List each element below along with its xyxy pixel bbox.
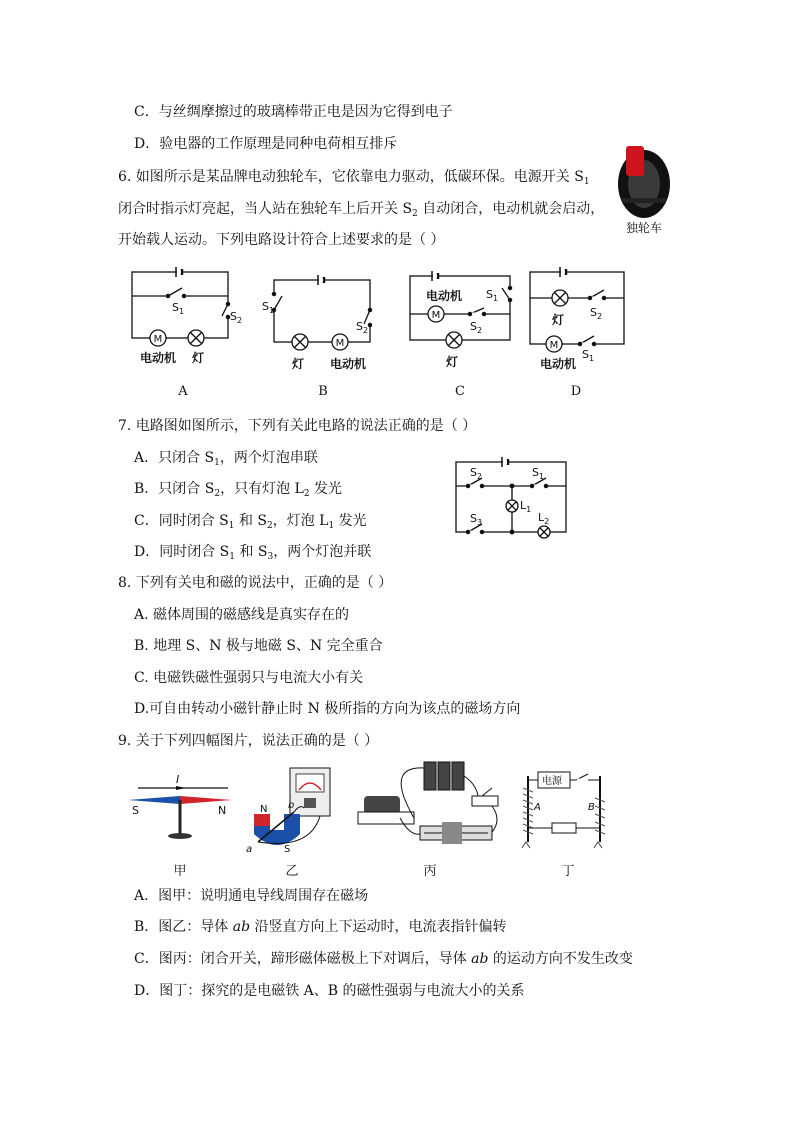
q8-option-c: C. 电磁铁磁性强弱只与电流大小有关	[134, 670, 364, 686]
q8-option-b: B. 地理 S、N 极与地磁 S、N 完全重合	[134, 638, 383, 654]
q7-option-a: A．只闭合 $S_1$，两个灯泡串联	[134, 450, 318, 468]
svg-text:L1: $L_1$	[520, 499, 532, 514]
q5-option-c: C．与丝绸摩擦过的玻璃棒带正电是因为它得到电子	[134, 104, 453, 120]
q9-figure-bing	[354, 756, 504, 854]
q7-option-b: B．只闭合 $S_2$，只有灯泡 $L_2$ 发光	[134, 481, 343, 499]
q8-option-a: A. 磁体周围的磁感线是真实存在的	[134, 607, 350, 623]
q9-caption-bing: 丙	[423, 864, 437, 879]
svg-text:S2: $S_2$	[356, 320, 369, 335]
svg-text:L2: $L_2$	[538, 511, 550, 526]
q6-stem-line3: 开始载人运动。下列电路设计符合上述要求的是（ ）	[118, 232, 445, 248]
q7-option-c: C．同时闭合 $S_1$ 和 $S_2$，灯泡 $L_1$ 发光	[134, 513, 367, 531]
q9-caption-ding: 丁	[561, 864, 575, 879]
q6-stem-line1: 6. 如图所示是某品牌电动独轮车，它依靠电力驱动，低碳环保。电源开关 $S_1$	[118, 169, 590, 187]
unicycle-image	[612, 140, 676, 236]
svg-text:灯: 灯	[446, 355, 459, 369]
svg-text:M: M	[431, 310, 441, 321]
q7-stem: 7. 电路图如图所示，下列有关此电路的说法正确的是（ ）	[118, 418, 477, 434]
q6-circuit-a	[126, 264, 243, 374]
q7-option-d: D．同时闭合 $S_1$ 和 $S_3$，两个灯泡并联	[134, 544, 372, 562]
q6-stem-line2: 闭合时指示灯亮起，当人站在独轮车上后开关 $S_2$ 自动闭合，电动机就会启动，	[118, 201, 605, 219]
svg-text:S: S	[284, 844, 291, 855]
svg-text:电动机: 电动机	[140, 351, 177, 365]
svg-text:S2: $S_2$	[590, 306, 603, 321]
svg-text:B: B	[588, 802, 595, 813]
svg-text:S3: $S_3$	[470, 512, 483, 527]
svg-text:S1: $S_1$	[532, 466, 545, 481]
q9-option-c: C．图丙：闭合开关，蹄形磁体磁极上下对调后，导体 ab 的运动方向不发生改变	[134, 951, 633, 967]
q9-option-d: D．图丁：探究的是电磁铁 A、B 的磁性强弱与电流大小的关系	[134, 983, 525, 999]
svg-text:S2: $S_2$	[470, 320, 483, 335]
svg-text:电动机: 电动机	[426, 289, 463, 303]
svg-text:S: S	[132, 804, 139, 817]
svg-text:S2: $S_2$	[470, 466, 483, 481]
svg-text:S1: $S_1$	[486, 288, 499, 303]
q9-option-a: A．图甲：说明通电导线周围存在磁场	[134, 888, 369, 904]
q6-circuit-d	[524, 262, 630, 374]
q9-caption-jia: 甲	[173, 864, 187, 879]
svg-text:S1: $S_1$	[582, 348, 595, 363]
q6-circuit-b	[262, 270, 382, 374]
q6-caption-c: C	[455, 384, 465, 399]
svg-text:电动机: 电动机	[330, 357, 367, 371]
svg-text:M: M	[335, 338, 345, 349]
svg-text:N: N	[260, 804, 268, 815]
svg-text:M: M	[153, 334, 163, 345]
svg-text:灯: 灯	[192, 351, 205, 365]
q6-caption-d: D	[570, 384, 582, 399]
svg-text:b: b	[288, 800, 295, 811]
svg-text:a: a	[246, 844, 253, 855]
q5-option-d: D．验电器的工作原理是同种电荷相互排斥	[134, 136, 398, 152]
q6-caption-b: B	[318, 384, 328, 399]
q9-figure-yi	[244, 764, 340, 854]
svg-text:N: N	[218, 804, 227, 817]
q9-stem: 9. 关于下列四幅图片，说法正确的是（ ）	[118, 733, 379, 749]
svg-text:灯: 灯	[552, 313, 565, 327]
q6-caption-a: A	[178, 384, 188, 399]
q9-caption-yi: 乙	[285, 864, 299, 879]
svg-text:电源: 电源	[542, 776, 562, 787]
q9-figure-jia	[118, 768, 242, 848]
svg-text:S1: $S_1$	[172, 301, 185, 316]
q9-figure-ding	[514, 768, 614, 856]
unicycle-caption: 独轮车	[625, 221, 663, 235]
svg-text:灯: 灯	[292, 357, 305, 371]
svg-text:S2: $S_2$	[230, 310, 243, 325]
q8-option-d: D.可自由转动小磁针静止时 N 极所指的方向为该点的磁场方向	[134, 701, 521, 717]
svg-text:I: I	[176, 773, 180, 786]
q6-circuit-c	[404, 266, 518, 374]
svg-text:S1: $S_1$	[262, 300, 275, 315]
svg-text:电动机: 电动机	[540, 357, 577, 371]
q8-stem: 8. 下列有关电和磁的说法中，正确的是（ ）	[118, 575, 393, 591]
svg-text:M: M	[549, 340, 559, 351]
q9-option-b: B．图乙：导体 ab 沿竖直方向上下运动时，电流表指针偏转	[134, 919, 507, 935]
svg-text:A: A	[534, 802, 541, 813]
q7-circuit	[450, 452, 574, 542]
